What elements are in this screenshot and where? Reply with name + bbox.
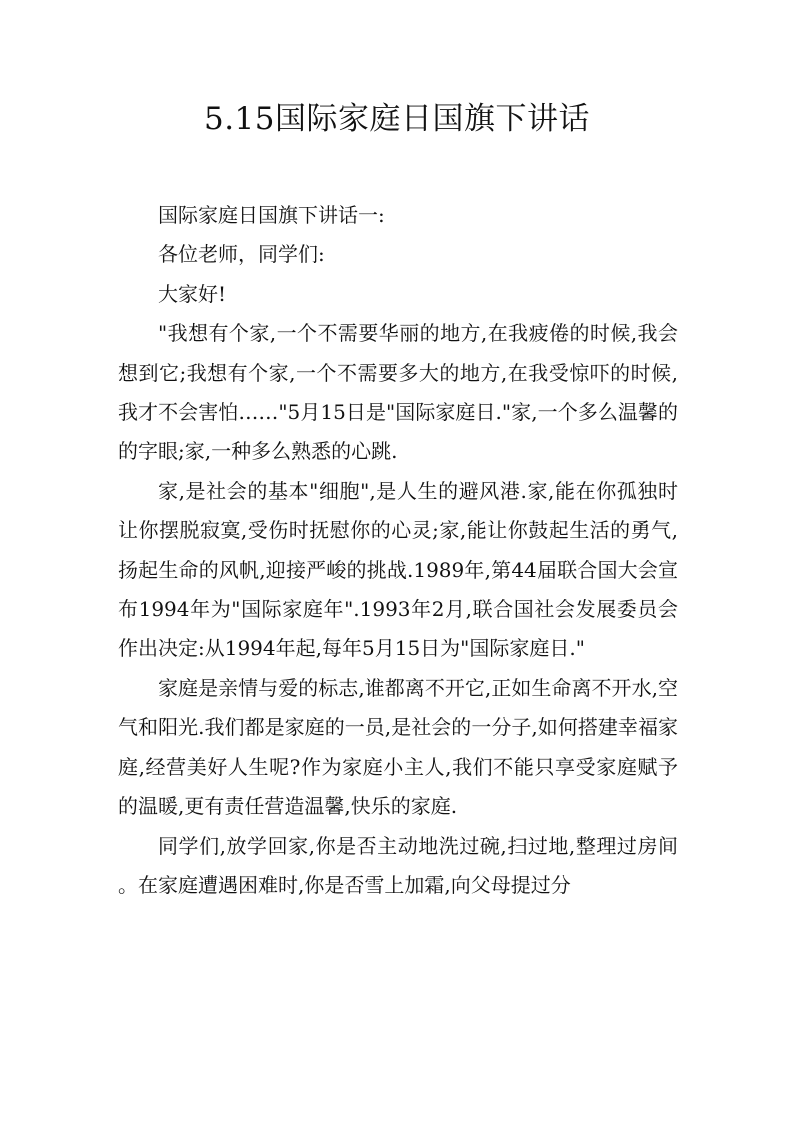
paragraph-greeting: 大家好!	[158, 281, 227, 306]
paragraph-salutation: 各位老师，同学们:	[158, 242, 325, 267]
paragraph: "我想有个家,一个不需要华丽的地方,在我疲倦的时候,我会想到它;我想有个家,一个不需要多大的地方,在我受惊吓的时候,我才不会害怕……"5月15日是"国际家庭日."家,一个多么温馨的的字眼;家,一种多么熟悉的心跳.	[118, 321, 678, 464]
paragraph-heading: 国际家庭日国旗下讲话一:	[158, 203, 385, 227]
paragraph: 家庭是亲情与爱的标志,谁都离不开它,正如生命离不开水,空气和阳光.我们都是家庭的一员,是社会的一分子,如何搭建幸福家庭,经营美好人生呢?作为家庭小主人,我们不能只享受家庭赋予的温暖,更有责任营造温馨,快乐的家庭.	[118, 675, 678, 819]
document-body	[118, 196, 678, 905]
paragraph: 同学们,放学回家,你是否主动地洗过碗,扫过地,整理过房间 。在家庭遭遇困难时,你是否雪上加霜,向父母提过分	[118, 833, 678, 897]
document-title: 5.15国际家庭日国旗下讲话	[203, 101, 591, 137]
paragraph: 家,是社会的基本"细胞",是人生的避风港.家,能在你孤独时让你摆脱寂寞,受伤时抚慰你的心灵;家,能让你鼓起生活的勇气,扬起生命的风帆,迎接严峻的挑战.1989年,第44届联合国大会宣布1994年为"国际家庭年".1993年2月,联合国社会发展委员会作出决定:从1994年起,每年5月15日为"国际家庭日."	[118, 478, 678, 661]
